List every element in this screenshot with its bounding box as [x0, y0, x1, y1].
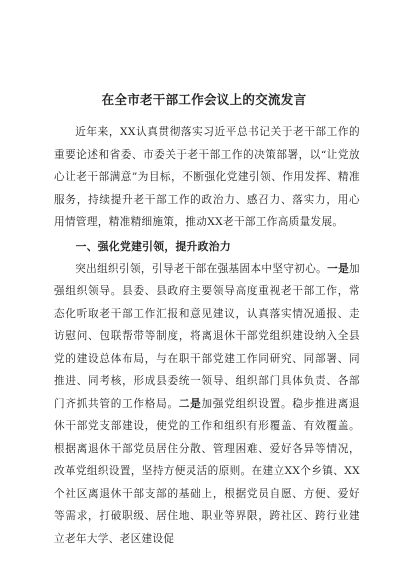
point-1-text: 加强组织领导。县委、县政府主要领导高度重视老干部工作，常态化听取老干部工作汇报和意见建议，认真落实情况通报、走访慰问、包联帮带等制度，将离退休干部党组织建设纳入全县党的建设总体布局，与在职干部党建工作同研究、同部署、同推进、同考核，形成县委统一领导、组织部门具体负责、各部门齐抓共管的工作格局。: [54, 262, 360, 410]
document-title: 在全市老干部工作会议上的交流发言: [101, 92, 307, 107]
point-2-text: 加强党组织设置。稳步推进离退休干部党支部建设，使党的工作和组织有形覆盖、有效覆盖。根据离退休干部党员居住分散、管理困难、爱好各异等情况，改革党组织设置，坚持方便灵活的原则。在建立XX个乡镇、XX个社区离退休干部支部的基础上，根据党员自愿、方便、爱好等需求，打破职级、居住地、职业等界限，跨社区、跨行业建立老年大学、老区建设促: [54, 397, 360, 545]
section-lead-text: 突出组织引领，引导老干部在强基固本中坚守初心。: [75, 262, 328, 275]
section-heading: 一、强化党建引领，提升政治力: [75, 239, 231, 253]
document-body: [54, 121, 360, 550]
point-1-label: 一是: [327, 262, 350, 275]
point-2-label: 二是: [178, 397, 202, 410]
section-paragraph: [54, 258, 360, 551]
intro-paragraph: 近年来，XX认真贯彻落实习近平总书记关于老干部工作的重要论述和省委、市委关于老干部工作的决策部署，以“让党放心让老干部满意”为目标，不断强化党建引领、作用发挥、精准服务，持续提升老干部工作的政治力、感召力、落实力，用心用情管理，精准精细施策，推动XX老干部工作高质量发展。: [54, 126, 360, 228]
